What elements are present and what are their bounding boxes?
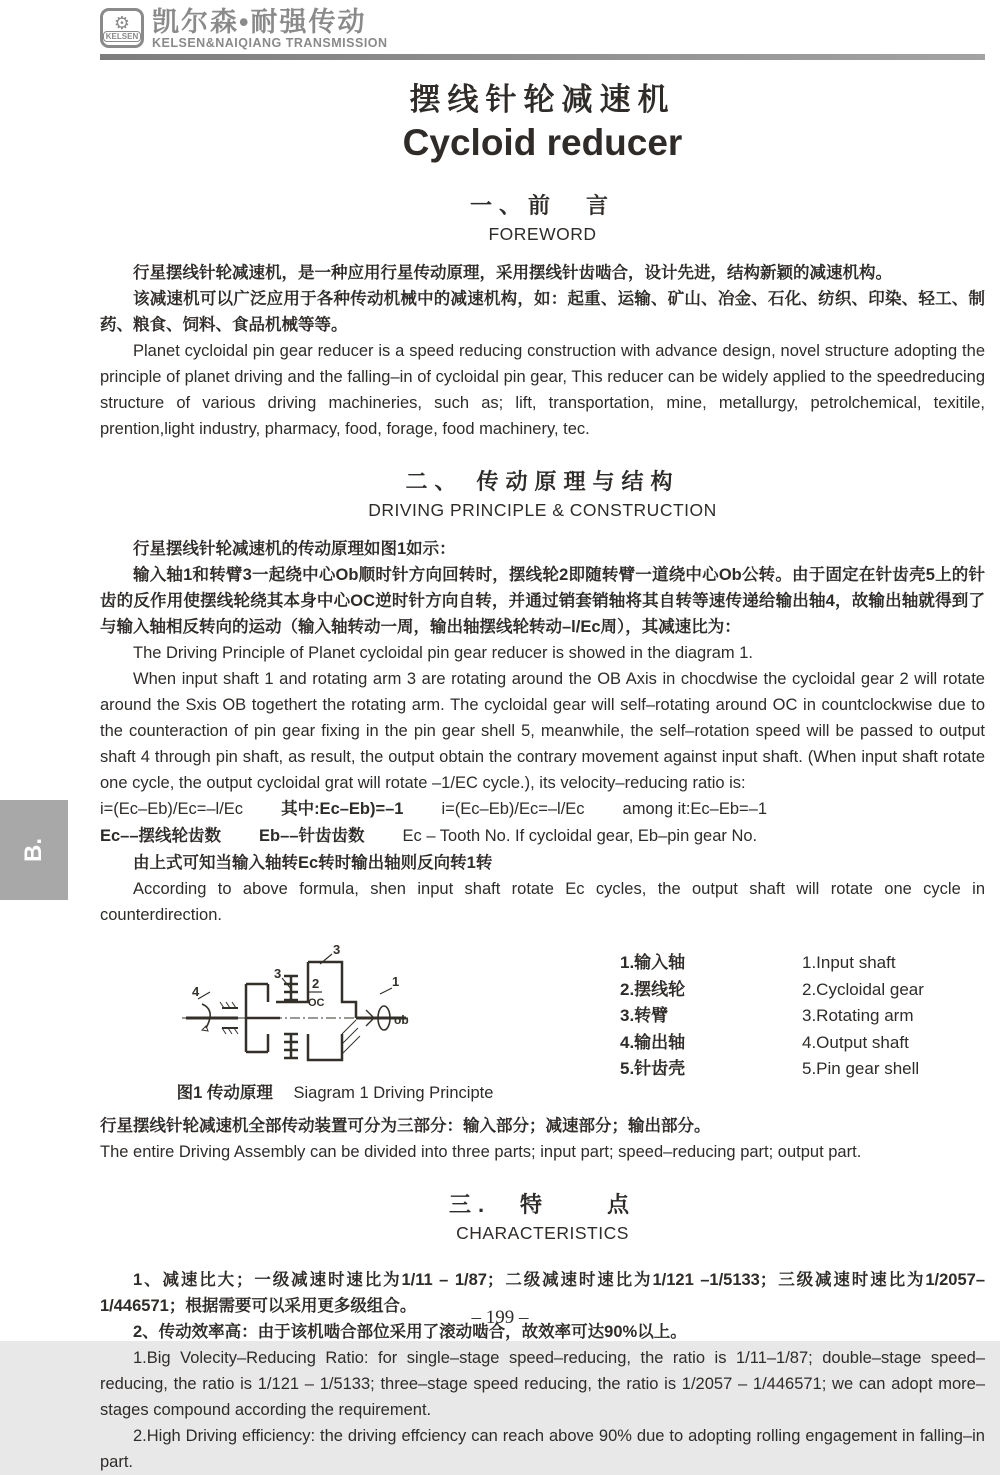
- characteristics-paragraph-cn-2: 2、传动效率高：由于该机啮合部位采用了滚动啮合，故效率可达90%以上。: [133, 1323, 687, 1341]
- figure-legend-cn: [620, 950, 750, 1103]
- characteristics-paragraph-en-1: 1.Big Volecity–Reducing Ratio: for single–stage speed–reducing, the ratio is 1/11–1/87; double–stage speed–reducing, the ratio is 1/121 – 1/5133; three–stage speed reducing, the ratio is 1/2057 – 1/446571; we can adopt more–stages compound according the requirement.: [100, 1349, 985, 1419]
- section-index-tab: [0, 800, 68, 900]
- formula-1-part-3: i=(Ec–Eb)/Ec=–l/Ec: [441, 800, 585, 818]
- section-characteristics-heading: [100, 1191, 985, 1245]
- assembly-paragraph-cn: 行星摆线针轮减速机全部传动装置可分为三部分：输入部分；减速部分；输出部分。: [100, 1117, 711, 1135]
- section-index-label: B.: [20, 838, 47, 862]
- figure-caption-en: Siagram 1 Driving Principte: [293, 1084, 494, 1102]
- page-title-en: Cycloid reducer: [402, 122, 683, 163]
- brand-name-en: KELSEN&NAIQIANG TRANSMISSION: [152, 36, 388, 50]
- principle-paragraph-en-3: According to above formula, shen input shaft rotate Ec cycles, the output shaft will rotate one cycle in counterdirection.: [100, 880, 985, 924]
- diagram-label-4: 4: [192, 984, 200, 999]
- page-number: – 199 –: [471, 1307, 529, 1328]
- principle-paragraph-cn-1: 行星摆线针轮减速机的传动原理如图1如示：: [133, 540, 456, 558]
- foreword-heading-cn: 一、前 言: [469, 193, 615, 218]
- diagram-label-3-top: 3: [333, 942, 341, 957]
- diagram-label-3-mid: 3: [274, 966, 282, 981]
- legend-cn-item: 4.输出轴: [620, 1032, 686, 1052]
- figure-caption: [100, 1079, 570, 1103]
- characteristics-paragraph-en-2: 2.High Driving efficiency: the driving effciency can reach above 90% due to adopting rolling engagement in falling–in part.: [100, 1427, 985, 1471]
- foreword-paragraph-cn-2: 该减速机可以广泛应用于各种传动机械中的减速机构，如：起重、运输、矿山、冶金、石化、纺织、印染、轻工、制药、粮食、饲料、食品机械等等。: [100, 290, 985, 334]
- page-header: [100, 8, 985, 60]
- legend-cn-item: 2.摆线轮: [620, 979, 686, 999]
- figure-caption-cn: 图1 传动原理: [176, 1084, 273, 1102]
- legend-en-item: 2.Cycloidal gear: [802, 979, 924, 999]
- formula-1-part-2: 其中:Ec–Eb)=–1: [281, 800, 404, 818]
- formula-2-part-1: Ec––摆线轮齿数: [100, 827, 222, 845]
- legend-en-item: 3.Rotating arm: [802, 1006, 914, 1025]
- characteristics-heading-en: CHARACTERISTICS: [456, 1223, 629, 1243]
- formula-2-part-2: Eb––针齿齿数: [259, 827, 365, 845]
- brand-name-cn: 凯尔森•耐强传动: [152, 7, 367, 37]
- header-divider-bar: [100, 54, 985, 60]
- formula-1-part-4: among it:Ec–Eb=–1: [622, 800, 768, 818]
- legend-cn-item: 5.针齿壳: [620, 1059, 686, 1078]
- legend-cn-item: 1.输入轴: [620, 953, 686, 972]
- formula-2-part-3: Ec – Tooth No. If cycloidal gear, Eb–pin gear No.: [402, 827, 758, 845]
- legend-cn-item: 3.转臂: [620, 1006, 669, 1025]
- page-content: [100, 66, 985, 1475]
- diagram-label-ob: ob: [394, 1013, 409, 1027]
- characteristics-heading-cn: 三. 特 点: [448, 1192, 637, 1217]
- figure-legend-en: [802, 950, 924, 1103]
- principle-heading-cn: 二、 传动原理与结构: [405, 469, 680, 494]
- diagram-label-2: 2: [312, 976, 320, 991]
- principle-paragraph-cn-3: 由上式可知当输入轴转Ec转时输出轴则反向转1转: [133, 854, 493, 872]
- foreword-paragraph-en: Planet cycloidal pin gear reducer is a speed reducing construction with advance design, novel structure adopting the principle of planet driving and the falling–in of cycloidal pin gear, This reducer can be widely applied to the speedreducing structure of various driving machineries, such as; lift, transportation, mine, metallurgy, petrolchemical, texitile, prention,light industry, pharmacy, food, forage, food machinery, tec.: [100, 342, 985, 438]
- formula-1-part-1: i=(Ec–Eb)/Ec=–l/Ec: [100, 800, 244, 818]
- diagram-label-1: 1: [392, 974, 400, 989]
- driving-principle-diagram: [180, 942, 570, 1075]
- section-principle-heading: [100, 468, 985, 522]
- logo-text: KELSEN: [103, 31, 141, 42]
- section-foreword-heading: [100, 192, 985, 246]
- kelsen-logo: [100, 8, 144, 48]
- legend-en-item: 1.Input shaft: [802, 953, 896, 972]
- legend-en-item: 4.Output shaft: [802, 1032, 909, 1052]
- legend-en-item: 5.Pin gear shell: [802, 1059, 920, 1078]
- velocity-ratio-formula-line-1: [100, 796, 985, 823]
- page-title-cn: 摆线针轮减速机: [409, 82, 676, 117]
- principle-paragraph-cn-2: 输入轴1和转臂3一起绕中心Ob顺时针方向回转时，摆线轮2即随转臂一道绕中心Ob公转。由于固定在针齿壳5上的针齿的反作用使摆线轮绕其本身中心OC逆时针方向自转，并通过销套销轴将其自转等速传递给输出轴4，故输出轴就得到了与输入轴相反转向的运动（输入轴转动一周，输出轴摆线轮转动–l/Ec周），其减速比为：: [100, 566, 985, 636]
- assembly-paragraph-en: The entire Driving Assembly can be divided into three parts; input part; speed–reducing part; output part.: [100, 1143, 862, 1161]
- foreword-heading-en: FOREWORD: [488, 224, 597, 244]
- characteristics-paragraph-cn-1: 1、减速比大；一级减速时速比为1/11 – 1/87；二级减速时速比为1/121 –1/5133；三级减速时速比为1/2057–1/446571；根据需要可以采用更多级组合。: [100, 1271, 985, 1315]
- principle-paragraph-en-2: When input shaft 1 and rotating arm 3 are rotating around the OB Axis in chocdwise the cycloidal gear 2 will rotate around the Sxis OB togethert the rotating arm. The cycloidal gear will self–rotating around OC in countclockwise due to the counteraction of pin gear fixing in the pin gear shell 5, meanwhile, the self–rotation speed will be passed to output shaft 4 through pin shaft, as result, the output obtain the contrary movement against input shaft. (When input shaft rotate one cycle, the output cycloidal grat will rotate –1/EC cycle.), its velocity–reducing ratio is:: [100, 670, 985, 792]
- gear-animal-icon: ⚙: [113, 12, 131, 33]
- velocity-ratio-formula-line-2: [100, 823, 985, 850]
- principle-paragraph-en-1: The Driving Principle of Planet cycloidal pin gear reducer is showed in the diagram 1.: [133, 644, 753, 662]
- foreword-paragraph-cn-1: 行星摆线针轮减速机，是一种应用行星传动原理，采用摆线针齿啮合，设计先进，结构新颖的减速机构。: [133, 264, 892, 282]
- principle-heading-en: DRIVING PRINCIPLE & CONSTRUCTION: [368, 500, 717, 520]
- figure-1: [100, 942, 985, 1103]
- diagram-label-oc: OC: [308, 997, 325, 1009]
